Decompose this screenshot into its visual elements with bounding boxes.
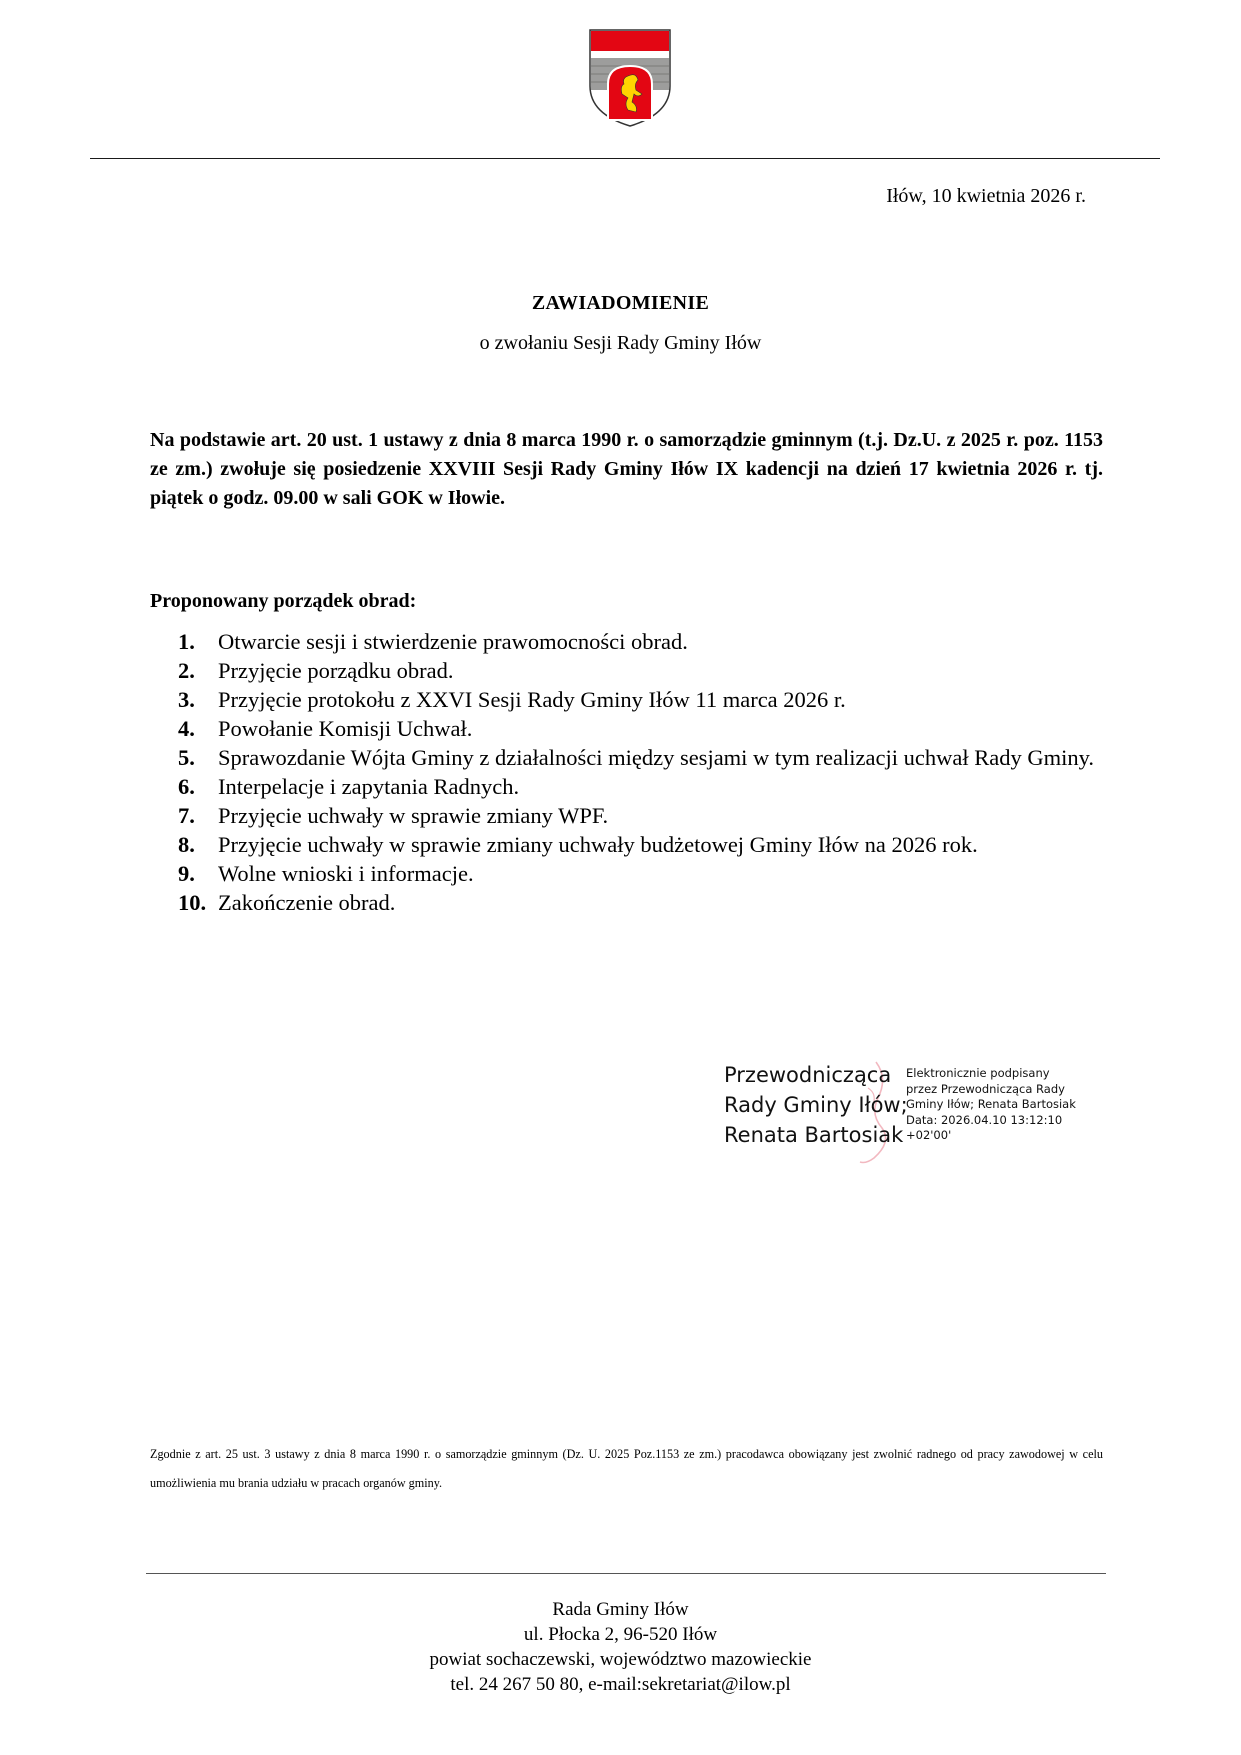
legal-note: Zgodnie z art. 25 ust. 3 ustawy z dnia 8 marca 1990 r. o samorządzie gminnym (Dz. U. 2025 Poz.1153 ze zm.) pracodawca obowiązany jest zwolnić radnego od pracy zawodowej w celu umożliwienia mu brania udziału w pracach organów gminy. (150, 1447, 1103, 1490)
agenda-item-text: Interpelacje i zapytania Radnych. (218, 774, 520, 799)
coat-of-arms-icon (588, 28, 672, 128)
document-title: ZAWIADOMIENIE (531, 292, 710, 314)
signature-meta-line: Gminy Iłów; Renata Bartosiak (906, 1097, 1076, 1111)
agenda-item-number: 5. (178, 745, 195, 770)
agenda-item-text: Przyjęcie protokołu z XXVI Sesji Rady Gminy Iłów 11 marca 2026 r. (218, 687, 846, 712)
agenda-item (178, 773, 1103, 801)
agenda-item (178, 860, 1103, 888)
agenda-item (178, 715, 1103, 743)
signature-meta-line: przez Przewodnicząca Rady (906, 1081, 1065, 1096)
agenda-item-text: Przyjęcie uchwały w sprawie zmiany WPF. (218, 803, 609, 828)
footer-line: powiat sochaczewski, województwo mazowieckie (429, 1649, 812, 1670)
agenda-item-text: Powołanie Komisji Uchwał. (218, 716, 473, 741)
agenda-item-number: 6. (178, 774, 195, 799)
footer-line: Rada Gminy Iłów (552, 1599, 689, 1620)
agenda-item-number: 9. (178, 861, 195, 886)
date-line: Iłów, 10 kwietnia 2026 r. (886, 185, 1086, 207)
agenda-item-number: 10. (178, 890, 207, 915)
signature-name-line: Renata Bartosiak (724, 1123, 904, 1147)
agenda-item-number: 3. (178, 687, 195, 712)
agenda-item-text: Sprawozdanie Wójta Gminy z działalności między sesjami w tym realizacji uchwał Rady Gminy. (218, 745, 1094, 770)
signature-name-line: Rady Gminy Iłów; (724, 1093, 908, 1117)
agenda-list (178, 628, 1103, 918)
signature-name (724, 1060, 908, 1150)
footer-line: tel. 24 267 50 80, e-mail:sekretariat@ilow.pl (450, 1674, 791, 1695)
agenda-item (178, 802, 1103, 830)
document-subtitle: o zwołaniu Sesji Rady Gminy Iłów (479, 332, 762, 354)
signature-meta-line: +02'00' (906, 1128, 952, 1142)
signature-metadata (906, 1066, 1076, 1144)
header-divider (90, 158, 1160, 159)
agenda-item-number: 8. (178, 832, 195, 857)
agenda-item-text: Przyjęcie uchwały w sprawie zmiany uchwały budżetowej Gminy Iłów na 2026 rok. (218, 832, 978, 857)
intro-paragraph: Na podstawie art. 20 ust. 1 ustawy z dnia 8 marca 1990 r. o samorządzie gminnym (t.j. Dz.U. z 2025 r. poz. 1153 ze zm.) zwołuje się posiedzenie XXVIII Sesji Rady Gminy Iłów IX kadencji na dzień 17 kwietnia 2026 r. tj. piątek o godz. 09.00 w sali GOK w Iłowie. (150, 429, 1103, 509)
agenda-item (178, 657, 1103, 685)
agenda-item-text: Wolne wnioski i informacje. (218, 861, 474, 886)
agenda-item-number: 2. (178, 658, 195, 683)
footer-line: ul. Płocka 2, 96-520 Iłów (523, 1624, 718, 1645)
agenda-item-text: Przyjęcie porządku obrad. (218, 658, 454, 683)
agenda-item (178, 686, 1103, 714)
agenda-item (178, 831, 1103, 859)
signature-meta-line: Elektronicznie podpisany (906, 1066, 1050, 1080)
agenda-item-text: Zakończenie obrad. (218, 890, 396, 915)
agenda-item (178, 889, 1103, 917)
agenda-item-number: 7. (178, 803, 195, 828)
footer-divider (146, 1573, 1106, 1574)
agenda-item (178, 744, 1103, 772)
agenda-item-text: Otwarcie sesji i stwierdzenie prawomocności obrad. (218, 629, 688, 654)
signature-name-line: Przewodnicząca (724, 1063, 892, 1087)
agenda-heading: Proponowany porządek obrad: (150, 590, 417, 612)
agenda-item-number: 1. (178, 629, 195, 654)
footer-address (0, 1597, 1241, 1697)
agenda-item (178, 628, 1103, 656)
signature-meta-line: Data: 2026.04.10 13:12:10 (906, 1112, 1063, 1127)
agenda-item-number: 4. (178, 716, 195, 741)
